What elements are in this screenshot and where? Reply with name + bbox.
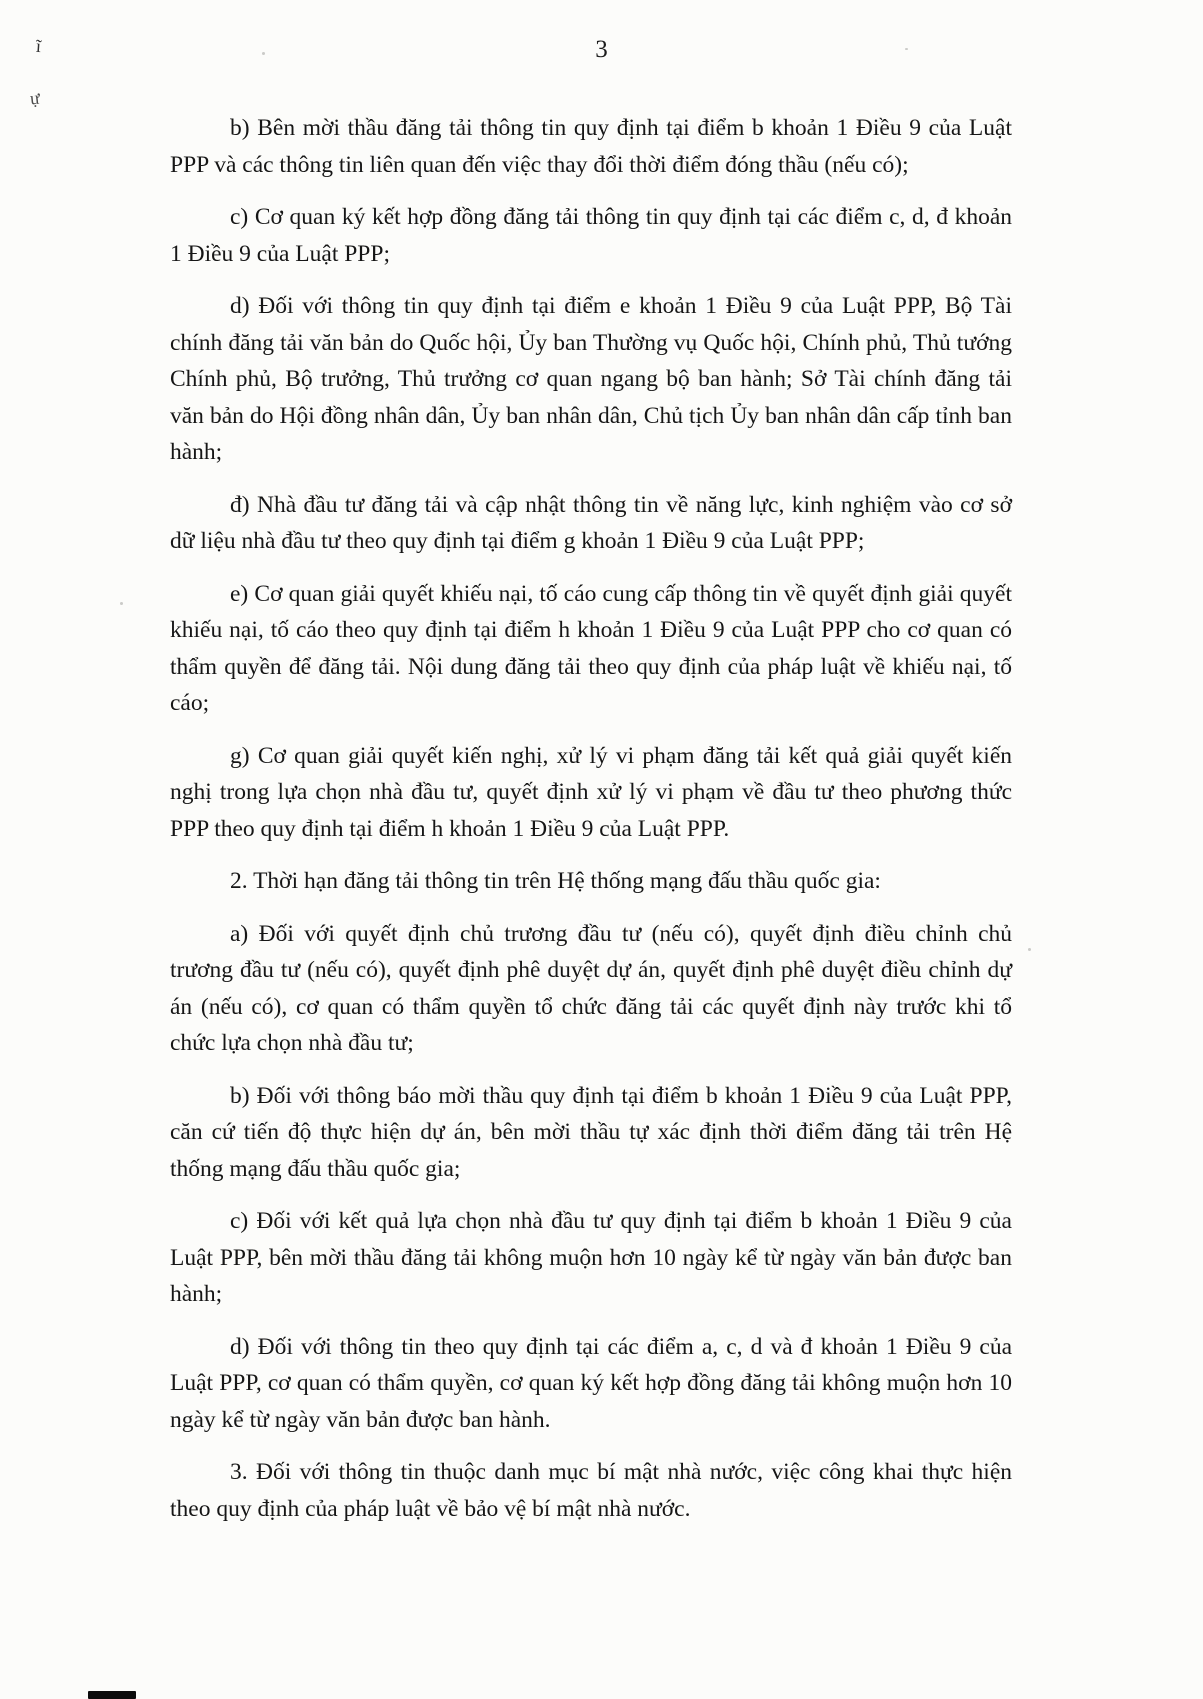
scan-artifact-top-left-1: ĩ — [35, 35, 42, 57]
document-body — [170, 110, 1012, 1543]
paragraph-3: 3. Đối với thông tin thuộc danh mục bí mật nhà nước, việc công khai thực hiện theo quy định của pháp luật về bảo vệ bí mật nhà nước. — [170, 1459, 1012, 1522]
paragraph-2d: d) Đối với thông tin theo quy định tại các điểm a, c, d và đ khoản 1 Điều 9 của Luật PPP, cơ quan có thẩm quyền, cơ quan ký kết hợp đồng đăng tải không muộn hơn 10 ngày kể từ ngày văn bản được ban hành. — [170, 1333, 1012, 1433]
scan-speck — [262, 52, 265, 55]
paragraph-d: d) Đối với thông tin quy định tại điểm e khoản 1 Điều 9 của Luật PPP, Bộ Tài chính đăng tải văn bản do Quốc hội, Ủy ban Thường vụ Quốc hội, Chính phủ, Thủ tướng Chính phủ, Bộ trưởng, Thủ trưởng cơ quan ngang bộ ban hành; Sở Tài chính đăng tải văn bản do Hội đồng nhân dân, Ủy ban nhân dân, Chủ tịch Ủy ban nhân dân cấp tỉnh ban hành; — [170, 293, 1012, 465]
scan-artifact-top-left-2: ự — [28, 87, 41, 109]
paragraph-2c: c) Đối với kết quả lựa chọn nhà đầu tư quy định tại điểm b khoản 1 Điều 9 của Luật PPP, bên mời thầu đăng tải không muộn hơn 10 ngày kể từ ngày văn bản được ban hành; — [170, 1208, 1012, 1307]
scan-speck — [120, 602, 123, 605]
paragraph-dd: đ) Nhà đầu tư đăng tải và cập nhật thông tin về năng lực, kinh nghiệm vào cơ sở dữ liệu nhà đầu tư theo quy định tại điểm g khoản 1 Điều 9 của Luật PPP; — [170, 491, 1012, 554]
paragraph-2a: a) Đối với quyết định chủ trương đầu tư (nếu có), quyết định điều chỉnh chủ trương đầu tư (nếu có), quyết định phê duyệt dự án, quyết định phê duyệt điều chỉnh dự án (nếu có), cơ quan có thẩm quyền tổ chức đăng tải các quyết định này trước khi tổ chức lựa chọn nhà đầu tư; — [170, 920, 1012, 1056]
paragraph-c: c) Cơ quan ký kết hợp đồng đăng tải thông tin quy định tại các điểm c, d, đ khoản 1 Điều 9 của Luật PPP; — [170, 204, 1012, 267]
scan-artifact-bottom-bar — [88, 1691, 136, 1699]
scan-speck — [905, 48, 908, 50]
section-2-heading: 2. Thời hạn đăng tải thông tin trên Hệ thống mạng đấu thầu quốc gia: — [230, 868, 881, 894]
paragraph-e: e) Cơ quan giải quyết khiếu nại, tố cáo cung cấp thông tin về quyết định giải quyết khiếu nại, tố cáo theo quy định tại điểm h khoản 1 Điều 9 của Luật PPP cho cơ quan có thẩm quyền để đăng tải. Nội dung đăng tải theo quy định của pháp luật về khiếu nại, tố cáo; — [170, 580, 1012, 716]
scan-speck — [1028, 948, 1031, 951]
page-number: 3 — [595, 36, 608, 63]
paragraph-g: g) Cơ quan giải quyết kiến nghị, xử lý vi phạm đăng tải kết quả giải quyết kiến nghị trong lựa chọn nhà đầu tư, quyết định xử lý vi phạm về đầu tư theo phương thức PPP theo quy định tại điểm h khoản 1 Điều 9 của Luật PPP. — [170, 742, 1012, 842]
paragraph-2b: b) Đối với thông báo mời thầu quy định tại điểm b khoản 1 Điều 9 của Luật PPP, căn cứ tiến độ thực hiện dự án, bên mời thầu tự xác định thời điểm đăng tải trên Hệ thống mạng đấu thầu quốc gia; — [170, 1082, 1012, 1182]
paragraph-b: b) Bên mời thầu đăng tải thông tin quy định tại điểm b khoản 1 Điều 9 của Luật PPP và các thông tin liên quan đến việc thay đổi thời điểm đóng thầu (nếu có); — [170, 115, 1012, 178]
